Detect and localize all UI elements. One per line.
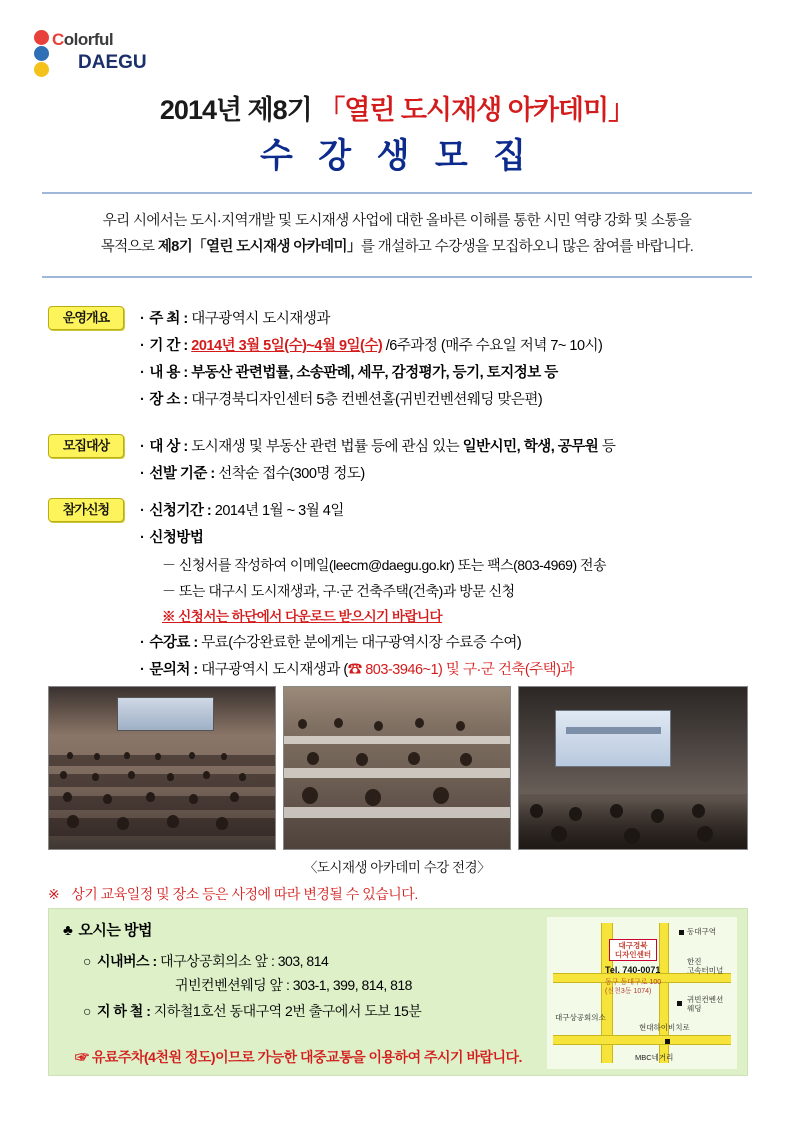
overview-value-period-tail: /6주과정 (매주 수요일 저녁 7~ 10시) [382, 338, 603, 354]
intro-line-2c: 를 개설하고 수강생을 모집하오니 많은 참여를 바랍니다. [360, 239, 694, 255]
application-row-fee [140, 630, 748, 657]
map-label-mbc-intersection: MBC네거리 [635, 1053, 674, 1062]
application-row-period [140, 498, 748, 525]
target-value-audience-b: 일반시민, 학생, 공무원 [462, 439, 599, 455]
phone-icon: ☎ [347, 662, 362, 678]
application-row-method [140, 525, 748, 552]
overview-value-venue: 대구경북디자인센터 5층 컨벤션홀(귀빈컨벤션웨딩 맞은편) [191, 392, 543, 408]
section-target [48, 434, 748, 488]
overview-value-content: 부동산 관련법률, 소송판례, 세무, 감정평가, 등기, 토지정보 등 [191, 365, 558, 381]
bullet-dot: · [140, 311, 145, 327]
directions-label-subway: 지 하 철 : [96, 1003, 151, 1019]
map-label-express-terminal: 한진 고속터미널 [687, 957, 724, 975]
map-label-chamber: 대구상공회의소 [555, 1013, 606, 1022]
intro-box [42, 192, 752, 278]
target-label-audience: 대 상 : [149, 439, 188, 455]
overview-label-venue: 장 소 : [149, 392, 188, 408]
page-title-line2: 수 강 생 모 집 [259, 137, 534, 175]
photo-caption: 〈도시재생 아카데미 수강 전경〉 [303, 860, 491, 875]
overview-label-host: 주 최 : [149, 311, 188, 327]
logo-dots [34, 30, 52, 78]
directions-label-bus: 시내버스 : [96, 953, 157, 969]
logo-colorful-text [52, 30, 113, 50]
club-icon: ♣ [63, 922, 73, 939]
application-value-fee: 무료(수강완료한 분에게는 대구광역시장 수료증 수여) [197, 635, 522, 651]
stage-screen [555, 710, 671, 767]
map-marker-guvin [677, 1001, 682, 1006]
application-value-period: 2014년 1월 ~ 3월 4일 [211, 503, 344, 519]
logo-colorful-initial: C [52, 30, 64, 49]
directions-title-text: 오시는 방법 [78, 922, 152, 939]
bullet-dot: · [140, 439, 145, 455]
application-value-contact-a: 대구광역시 도시재생과 ( [197, 662, 348, 678]
map-label-guvin-wedding: 귀빈컨벤션 웨딩 [687, 995, 724, 1013]
intro-line-2a: 목적으로 [100, 239, 158, 255]
page-title-highlight: 「열린 도시재생 아카데미」 [318, 95, 635, 125]
bullet-dot: · [140, 338, 145, 354]
circle-marker: ○ [83, 1003, 91, 1019]
auditorium-wide-photo [48, 686, 276, 850]
application-label-method: 신청방법 [149, 530, 204, 546]
section-tag-target: 모집대상 [48, 434, 124, 458]
directions-value-bus2: 귀빈컨벤션웨딩 앞 : 303-1, 399, 814, 818 [175, 977, 412, 993]
map-block-design-center: 대구경북 디자인센터 [609, 939, 657, 961]
section-target-body [140, 434, 748, 488]
logo-dot-yellow [34, 62, 49, 77]
map-road-horizontal-2 [553, 1035, 731, 1045]
target-value-audience-a: 도시재생 및 부동산 관련 법률 등에 관심 있는 [191, 439, 463, 455]
bullet-dot: · [140, 503, 145, 519]
section-tag-overview: 운영개요 [48, 306, 124, 330]
photo-strip [48, 686, 748, 850]
circle-marker: ○ [83, 953, 91, 969]
page-title-prefix: 2014년 제8기 [159, 95, 319, 125]
overview-label-period: 기 간 : [149, 338, 188, 354]
stage-projection-photo [518, 686, 748, 850]
bullet-dot: · [140, 392, 145, 408]
overview-row-venue [140, 387, 748, 414]
projection-screen [117, 697, 214, 731]
section-overview-body [140, 306, 748, 414]
map-label-road: 현대하이비치로 [639, 1023, 690, 1032]
parking-note [75, 1047, 522, 1067]
application-label-fee: 수강료 : [149, 635, 198, 651]
map-label-dongdaegu-station: 동대구역 [687, 927, 716, 936]
directions-value-bus: 대구상공회의소 앞 : 303, 814 [156, 953, 329, 969]
map-marker-dongdaegu [679, 930, 684, 935]
section-overview [48, 306, 748, 414]
directions-value-subway: 지하철1호선 동대구역 2번 출구에서 도보 15분 [150, 1003, 422, 1019]
notice-text: 상기 교육일정 및 장소 등은 사정에 따라 변경될 수 있습니다. [71, 886, 418, 902]
target-value-audience-c: 등 [598, 439, 616, 455]
map-tel: Tel. 740-0071 [605, 965, 661, 975]
application-download-note: ※ 신청서는 하단에서 다운로드 받으시기 바랍니다 [162, 609, 443, 624]
logo-dot-red [34, 30, 49, 45]
bullet-dot: · [140, 662, 145, 678]
application-label-period: 신청기간 : [149, 503, 212, 519]
logo-daegu-text: DAEGU [78, 52, 147, 73]
map-address: 동구 동대구로 100 (신천3동 1074) [605, 979, 662, 995]
application-label-contact: 문의처 : [149, 662, 198, 678]
map-marker-mbc [665, 1039, 670, 1044]
overview-row-host [140, 306, 748, 333]
intro-line-2b: 제8기「열린 도시재생 아카데미」 [157, 239, 361, 255]
target-label-selection: 선발 기준 : [149, 466, 215, 482]
overview-row-content [140, 360, 748, 387]
bullet-dot: · [140, 530, 145, 546]
audience-closeup-photo [283, 686, 511, 850]
application-row-contact [140, 657, 748, 684]
overview-value-period-dates: 2014년 3월 5일(수)~4월 9일(수) [191, 338, 383, 354]
application-method-email: － 신청서를 작성하여 이메일(leecm@daegu.go.kr) 또는 팩스(803-4969) 전송 [162, 557, 607, 573]
target-row-selection [140, 461, 748, 488]
notice-mark: ※ [48, 886, 60, 902]
application-method-visit: － 또는 대구시 도시재생과, 구·군 건축주택(건축)과 방문 신청 [162, 583, 515, 599]
logo-colorful-rest: olorful [63, 30, 114, 49]
logo-dot-blue [34, 46, 49, 61]
directions-row-bus2 [175, 975, 412, 995]
directions-title [63, 919, 152, 940]
directions-row-subway [83, 1001, 421, 1021]
intro-line-2 [52, 234, 742, 260]
daegu-logo [34, 28, 174, 84]
section-application [48, 498, 748, 684]
directions-row-bus [83, 951, 328, 971]
parking-note-text: 유료주차(4천원 정도)이므로 가능한 대중교통을 이용하여 주시기 바랍니다. [91, 1049, 522, 1065]
page-title-line1 [0, 88, 794, 127]
overview-value-host: 대구광역시 도시재생과 [191, 311, 330, 327]
bullet-dot: · [140, 466, 145, 482]
bullet-dot: · [140, 635, 145, 651]
intro-line-1: 우리 시에서는 도시·지역개발 및 도시재생 사업에 대한 올바른 이해를 통한 시민 역량 강화 및 소통을 [102, 213, 692, 229]
location-map [547, 917, 737, 1069]
overview-label-content: 내 용 : [149, 365, 188, 381]
section-application-body [140, 498, 748, 684]
pointer-icon: ☞ [75, 1049, 89, 1065]
bullet-dot: · [140, 365, 145, 381]
application-value-contact-phone: 803-3946~1) 및 구·군 건축(주택)과 [361, 662, 575, 678]
overview-row-period [140, 333, 748, 360]
section-tag-application: 참가신청 [48, 498, 124, 522]
target-row-audience [140, 434, 748, 461]
directions-box [48, 908, 748, 1076]
target-value-selection: 선착순 접수(300명 정도) [214, 466, 365, 482]
